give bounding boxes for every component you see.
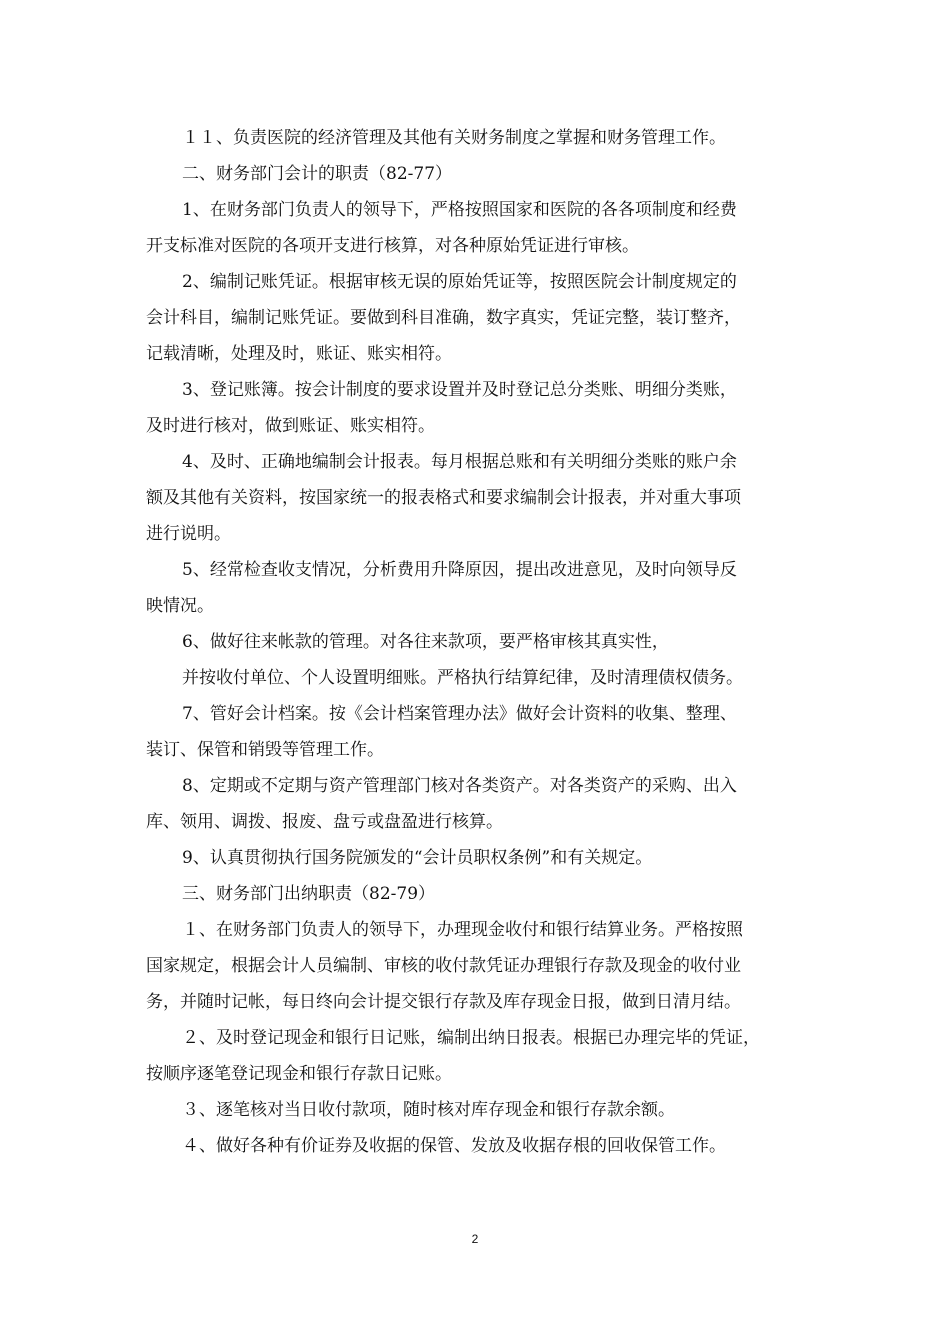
document-body xyxy=(146,120,806,1164)
text-line: 库、领用、调拨、报废、盘亏或盘盈进行核算。 xyxy=(146,812,503,832)
text-line: 并按收付单位、个人设置明细账。严格执行结算纪律，及时清理债权债务。 xyxy=(182,668,743,688)
text-line: 5、经常检查收支情况，分析费用升降原因，提出改进意见，及时向领导反 xyxy=(182,560,737,580)
text-line: 二、财务部门会计的职责（82-77） xyxy=(182,164,453,184)
text-line: 开支标准对医院的各项开支进行核算，对各种原始凭证进行审核。 xyxy=(146,236,639,256)
text-line: １、在财务部门负责人的领导下，办理现金收付和银行结算业务。严格按照 xyxy=(182,920,743,940)
text-line: 额及其他有关资料，按国家统一的报表格式和要求编制会计报表，并对重大事项 xyxy=(146,488,741,508)
text-line: 务，并随时记帐，每日终向会计提交银行存款及库存现金日报，做到日清月结。 xyxy=(146,992,741,1012)
text-line: ２、及时登记现金和银行日记账，编制出纳日报表。根据已办理完毕的凭证， xyxy=(182,1028,760,1048)
text-line: 1、在财务部门负责人的领导下，严格按照国家和医院的各各项制度和经费 xyxy=(182,200,737,220)
text-line: 按顺序逐笔登记现金和银行存款日记账。 xyxy=(146,1064,452,1084)
text-line: 4、及时、正确地编制会计报表。每月根据总账和有关明细分类账的账户余 xyxy=(182,452,737,472)
text-line: 8、定期或不定期与资产管理部门核对各类资产。对各类资产的采购、出入 xyxy=(182,776,737,796)
text-line: 装订、保管和销毁等管理工作。 xyxy=(146,740,384,760)
text-line: 7、管好会计档案。按《会计档案管理办法》做好会计资料的收集、整理、 xyxy=(182,704,737,724)
text-line: １１、负责医院的经济管理及其他有关财务制度之掌握和财务管理工作。 xyxy=(182,128,726,148)
text-line: 会计科目，编制记账凭证。要做到科目准确，数字真实，凭证完整，装订整齐， xyxy=(146,308,741,328)
text-line: ４、做好各种有价证券及收据的保管、发放及收据存根的回收保管工作。 xyxy=(182,1136,726,1156)
text-line: 三、财务部门出纳职责（82-79） xyxy=(182,884,436,904)
text-line: 3、登记账簿。按会计制度的要求设置并及时登记总分类账、明细分类账， xyxy=(182,380,737,400)
page-number: 2 xyxy=(471,1232,479,1246)
text-line: 9、认真贯彻执行国务院颁发的“会计员职权条例”和有关规定。 xyxy=(182,848,653,868)
text-line: 国家规定，根据会计人员编制、审核的收付款凭证办理银行存款及现金的收付业 xyxy=(146,956,741,976)
text-line: 进行说明。 xyxy=(146,524,231,544)
text-line: 2、编制记账凭证。根据审核无误的原始凭证等，按照医院会计制度规定的 xyxy=(182,272,737,292)
text-line: 映情况。 xyxy=(146,596,214,616)
text-line: ３、逐笔核对当日收付款项，随时核对库存现金和银行存款余额。 xyxy=(182,1100,675,1120)
text-line: 记载清晰，处理及时，账证、账实相符。 xyxy=(146,344,452,364)
text-line: 及时进行核对，做到账证、账实相符。 xyxy=(146,416,435,436)
text-line: 6、做好往来帐款的管理。对各往来款项，要严格审核其真实性， xyxy=(182,632,669,652)
